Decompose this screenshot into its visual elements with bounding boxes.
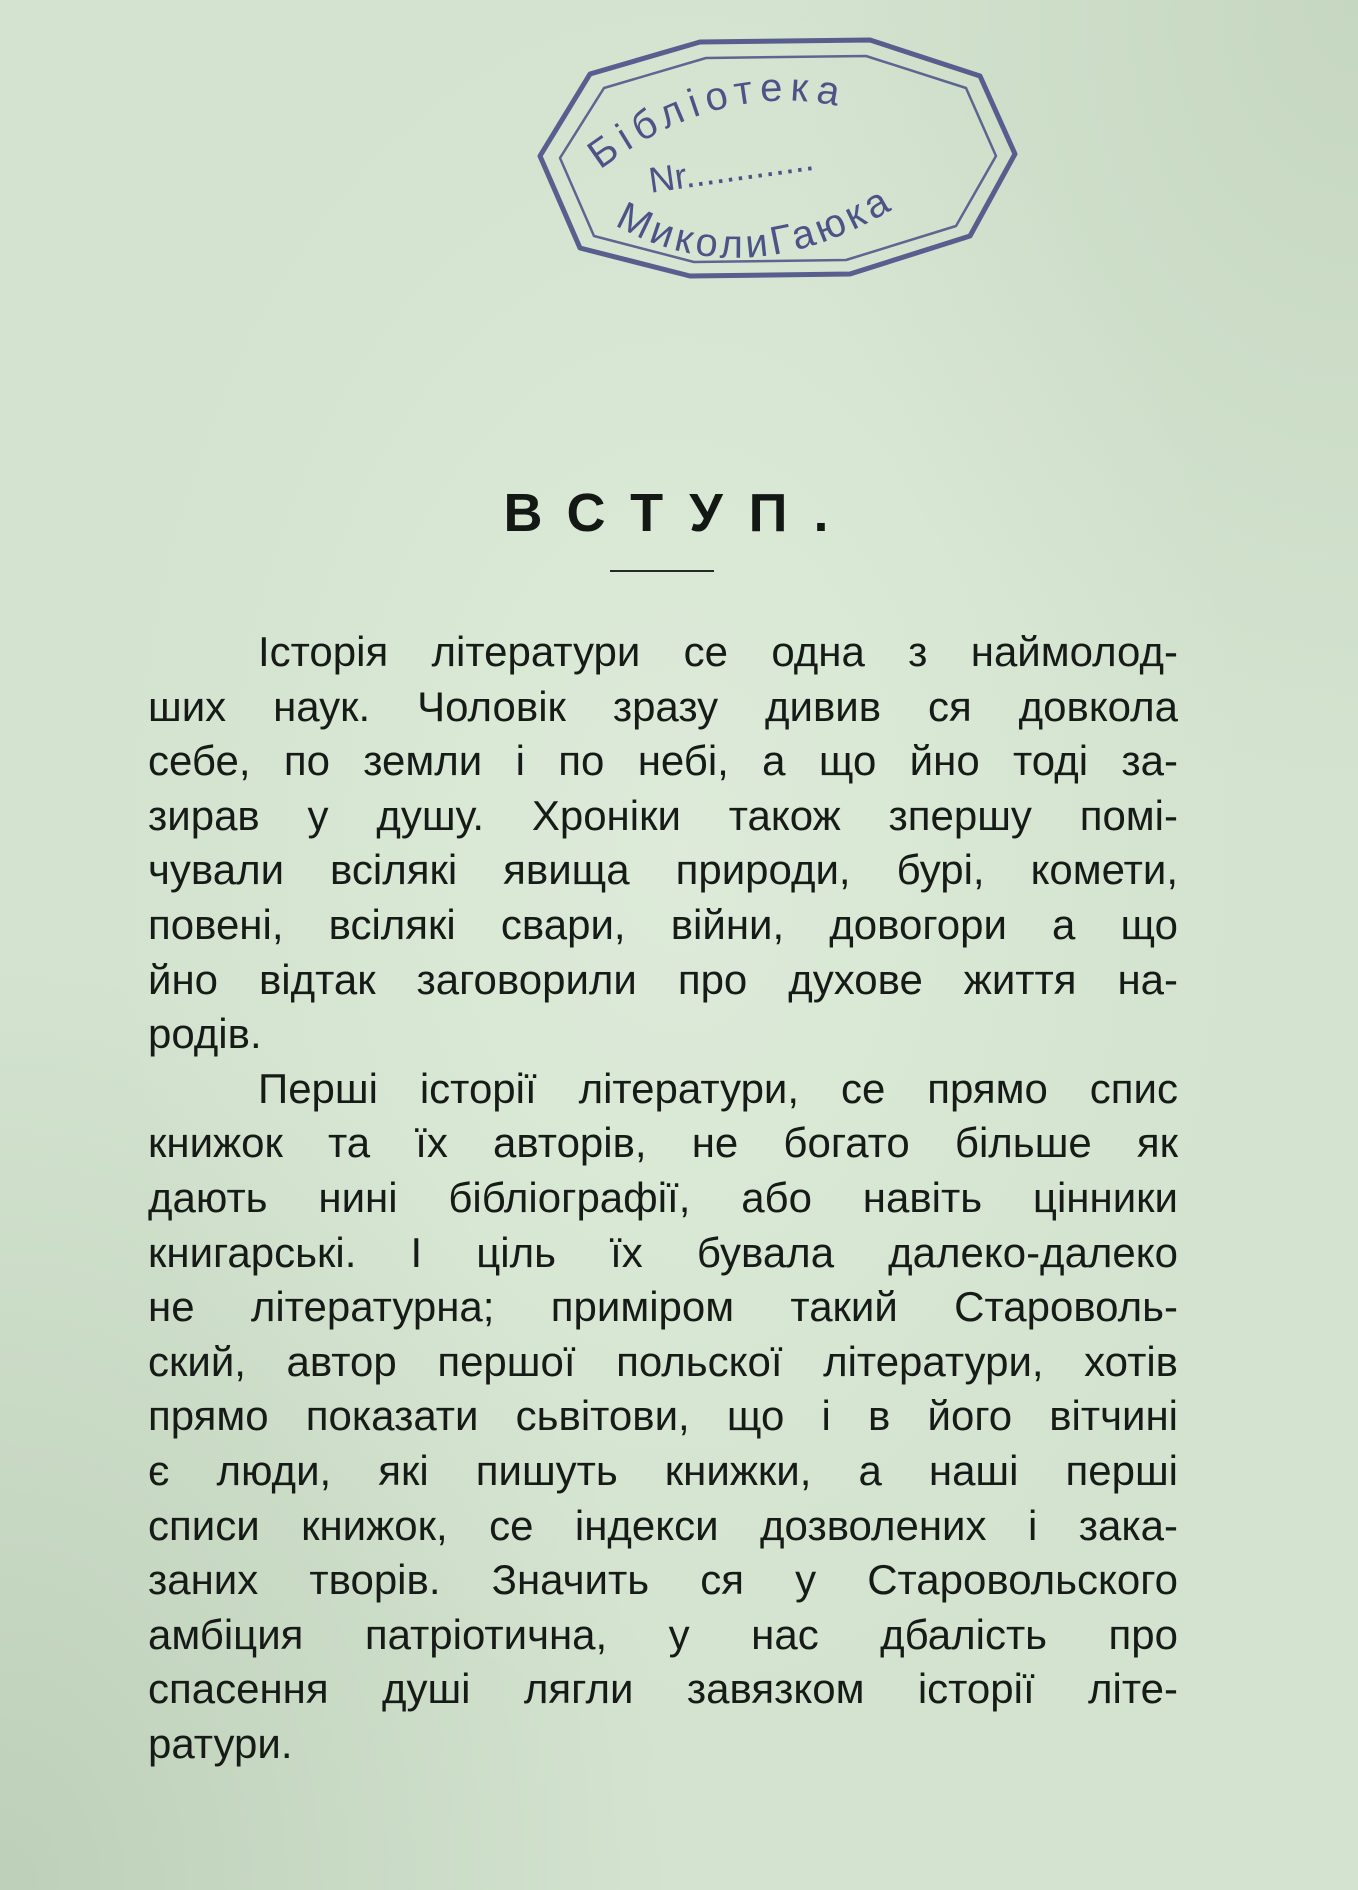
text-line: ский, автор першої польскої літератури, хотів [148,1337,1178,1385]
paragraph-1 [148,625,1178,1062]
text-line: зирав у душу. Хроніки також зпершу помі- [148,791,1178,839]
text-line: йно відтак заговорили про духове життя на- [148,955,1178,1003]
text-line: повені, всілякі свари, війни, довогори а що [148,900,1178,948]
text-line: ших наук. Чоловік зразу дивив ся довкола [148,682,1178,730]
chapter-body [148,625,1178,1771]
text-line: себе, по земли і по небі, а що йно тоді за- [148,737,1178,785]
text-line: чували всілякі явища природи, бурі, комети, [148,846,1178,894]
text-line: родів. [148,1010,262,1058]
stamp-number-text: Nr............. [645,137,817,201]
text-line: не літературна; приміром такий Староволь- [148,1283,1178,1331]
text-line: списи книжок, се індекси дозволених і зака- [148,1501,1178,1549]
library-stamp [520,36,1020,286]
stamp-top-text: Бібліотека [579,65,850,178]
library-stamp-seal [520,36,1020,286]
paragraph-2 [148,1062,1178,1772]
text-line: прямо показати сьвітови, що і в його вітчині [148,1392,1178,1440]
stamp-bottom-text: МиколиГаюка [610,177,901,267]
text-line: Історія літератури се одна з наймолод- [258,628,1178,675]
text-line: амбіция патріотична, у нас дбалість про [148,1610,1178,1658]
text-line: книжок та їх авторів, не богато більше як [148,1119,1178,1167]
text-line: заних творів. Значить ся у Старовольского [148,1556,1178,1604]
text-line: спасення душі лягли завязком історії літе- [148,1665,1178,1713]
text-line: дають нині бібліографії, або навіть цінники [148,1173,1178,1221]
chapter-heading: ВСТУП. [503,483,855,543]
text-line: Перші історії літератури, се прямо спис [258,1064,1178,1112]
text-line: книгарські. І ціль їх бувала далеко-далеко [148,1228,1178,1276]
heading-underline [610,570,714,572]
text-line: ратури. [148,1719,293,1767]
text-line: є люди, які пишуть книжки, а наші перші [148,1446,1178,1494]
